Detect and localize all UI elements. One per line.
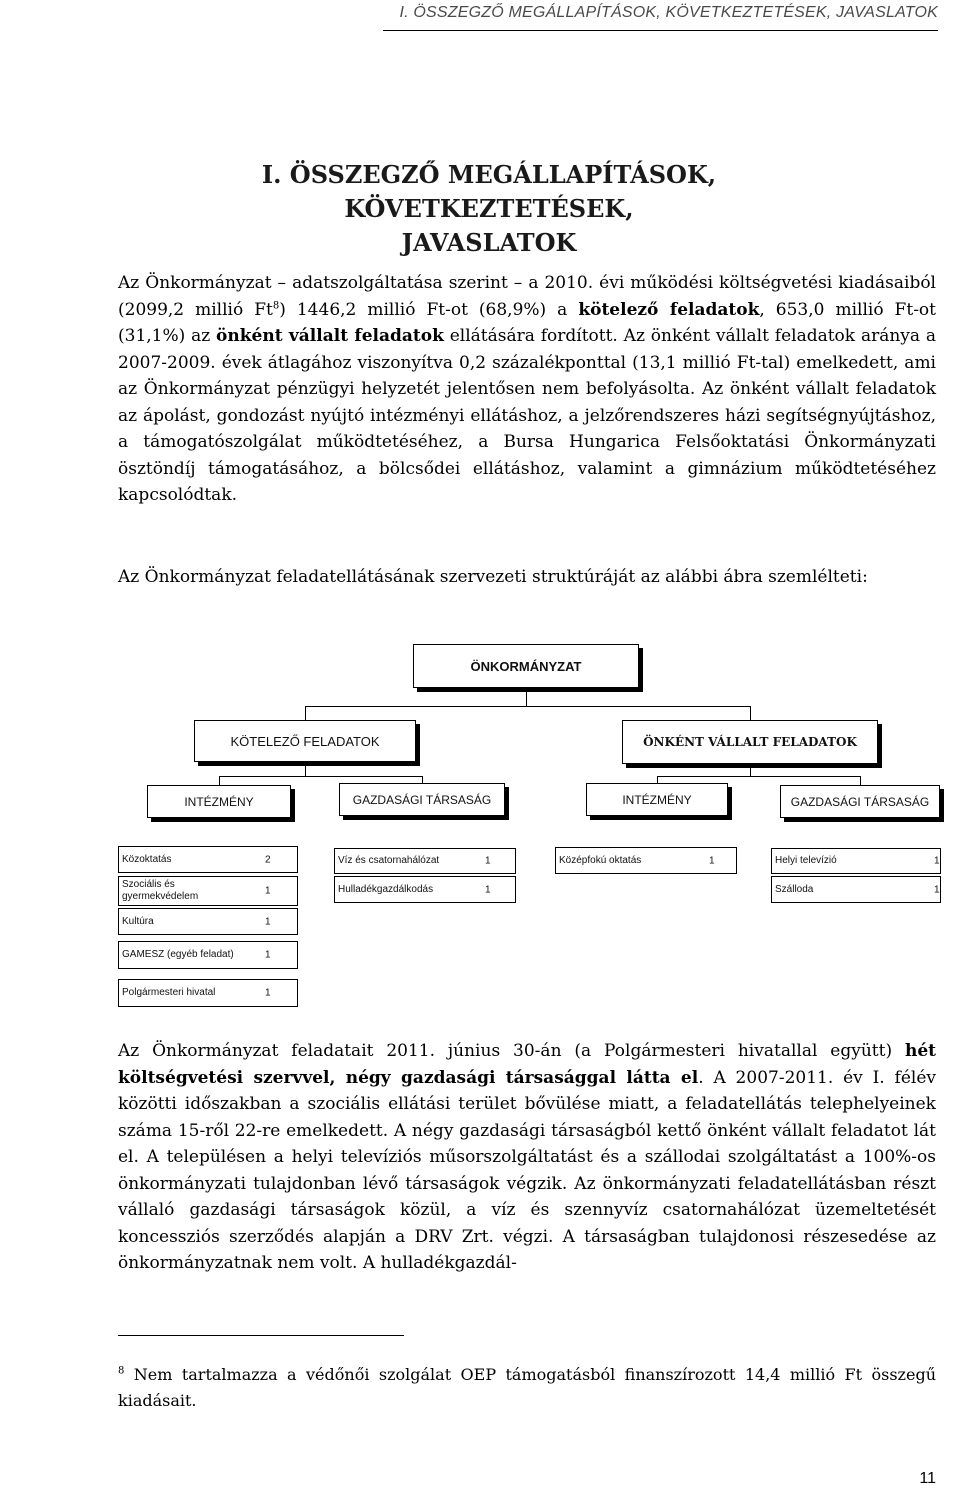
header-rule (383, 30, 938, 31)
footnote-text: Nem tartalmazza a védőnői szolgálat OEP támogatásból finanszírozott 14,4 millió Ft összegű kiadásait. (118, 1365, 936, 1410)
org-item-count: 1 (934, 884, 940, 895)
org-item-count: 1 (265, 949, 271, 961)
footnote-number: 8 (118, 1365, 125, 1377)
org-mandatory-company-box: GAZDASÁGI TÁRSASÁG (339, 783, 505, 816)
org-col1-item (118, 846, 298, 873)
org-col3-item (555, 847, 737, 874)
org-item-name: GAMESZ (egyéb feladat) (122, 949, 234, 960)
para3-text-2: . A 2007-2011. év I. félév közötti időszakban a szociális ellátási terület bővülése miatt, a feladatellátás telephelyeinek száma 15-ről 22-re emelkedett. A négy gazdasági társaságból kettő önként vállalt feladatot lát el. A településen a helyi televíziós műsorszolgáltatást és a szállodai szolgáltatást a 100%-os önkormányzati tulajdonban lévő társaságok végzik. Az önkormányzati feladatellátásban részt vállaló gazdasági társaságok közül, a víz és szennyvíz csatornahálózat üzemeltetését koncessziós szerződés alapján a DRV Zrt. végzi. A társaságban tulajdonosi részesedése az önkormányzatnak nem volt. A hulladékgazdál- (118, 1067, 936, 1273)
connector (219, 776, 422, 777)
para1-bold-voluntary: önként vállalt feladatok (216, 326, 444, 346)
org-item-count: 1 (265, 916, 271, 927)
org-item-count: 1 (485, 884, 491, 895)
org-item-count: 1 (934, 855, 940, 867)
para3-text-1: Az Önkormányzat feladatait 2011. június 30-án (a Polgármesteri hivatallal együtt) (118, 1041, 905, 1061)
org-item-name: Szálloda (775, 883, 814, 895)
org-voluntary-label: ÖNKÉNT VÁLLALT FELADATOK (643, 735, 857, 749)
org-col2-item (334, 876, 516, 903)
connector (526, 688, 527, 706)
connector (305, 762, 306, 776)
org-col1-item (118, 979, 298, 1007)
footnote (118, 1362, 936, 1414)
para1-text-3: , 653,0 millió Ft-ot (31,1%) az (118, 299, 936, 346)
org-voluntary-institution-box: INTÉZMÉNY (586, 783, 728, 816)
org-item-count: 2 (265, 854, 271, 865)
running-header: I. ÖSSZEGZŐ MEGÁLLAPÍTÁSOK, KÖVETKEZTETÉSEK, JAVASLATOK (399, 4, 938, 21)
page-number: 11 (919, 1470, 936, 1487)
org-item-count: 1 (265, 987, 271, 999)
connector (657, 776, 860, 777)
org-item-name: Víz és csatornahálózat (338, 855, 440, 866)
connector (219, 776, 220, 785)
footnote-ref: 8 (272, 299, 280, 311)
para1-text-1: Az Önkormányzat – adatszolgáltatása szerint – a 2010. évi működési költségvetési kiadásaiból (2099,2 millió Ft (118, 273, 936, 320)
org-item-name: Polgármesteri hivatal (122, 987, 216, 998)
paragraph-structure-intro: Az Önkormányzat feladatellátásának szervezeti struktúráját az alábbi ábra szemlélteti: (118, 567, 868, 587)
org-col4-item (771, 876, 941, 903)
footnote-rule (118, 1335, 404, 1336)
para1-text-2: ) 1446,2 millió Ft-ot (68,9%) a (279, 299, 579, 320)
org-col4-item (771, 848, 941, 874)
org-item-count: 1 (485, 855, 491, 867)
org-item-name: Hulladékgazdálkodás (338, 883, 434, 895)
org-item-name: Kultúra (122, 915, 154, 927)
para1-text-4: ellátására fordított. Az önként vállalt feladatok aránya a 2007-2009. évek átlagához viszonyítva 0,2 százalékponttal (13,1 millió Ft-tal) emelkedett, ami az Önkormányzat pénzügyi helyzetét jelentősen nem befolyásolta. Az önként vállalt feladatok az ápolást, gondozást nyújtó intézményi ellátáshoz, a jelzőrendszeres házi segítségnyújtáshoz, a támogatószolgálat működtetéséhez, a Bursa Hungarica Felsőoktatási Önkormányzati ösztöndíj támogatásához, a bölcsődei ellátáshoz, valamint a gimnázium működtetéséhez kapcsolódtak. (118, 326, 937, 505)
org-voluntary-company-box: GAZDASÁGI TÁRSASÁG (780, 785, 940, 818)
org-col1-item (118, 908, 298, 935)
org-item-name: Helyi televízió (775, 855, 837, 866)
org-voluntary-box (622, 720, 878, 764)
para1-bold-mandatory: kötelező feladatok (578, 299, 760, 320)
page-title (118, 158, 860, 260)
connector (750, 764, 751, 776)
org-mandatory-institution-box: INTÉZMÉNY (147, 785, 291, 818)
org-item-count: 1 (265, 885, 271, 897)
connector (750, 706, 751, 720)
org-col1-item (118, 876, 298, 906)
org-item-name: Közoktatás (122, 853, 172, 865)
paragraph-organizations (118, 1038, 936, 1277)
connector (860, 776, 861, 785)
org-item-name: Középfokú oktatás (559, 854, 642, 866)
org-root-box: ÖNKORMÁNYZAT (413, 644, 639, 688)
org-col1-item (118, 941, 298, 969)
org-item-count: 1 (709, 855, 715, 866)
para3-bold: hét költségvetési szervvel, négy gazdasági társasággal látta el (118, 1041, 936, 1088)
connector (305, 706, 750, 707)
connector (305, 706, 306, 720)
org-item-name: Szociális és gyermekvédelem (122, 879, 199, 902)
org-mandatory-box: KÖTELEZŐ FELADATOK (194, 720, 416, 762)
paragraph-expenditure (118, 270, 936, 509)
org-col2-item (334, 848, 516, 874)
page-title-line1: I. ÖSSZEGZŐ MEGÁLLAPÍTÁSOK, KÖVETKEZTETÉSEK, (261, 160, 717, 223)
page-title-line2: JAVASLATOK (401, 228, 577, 257)
